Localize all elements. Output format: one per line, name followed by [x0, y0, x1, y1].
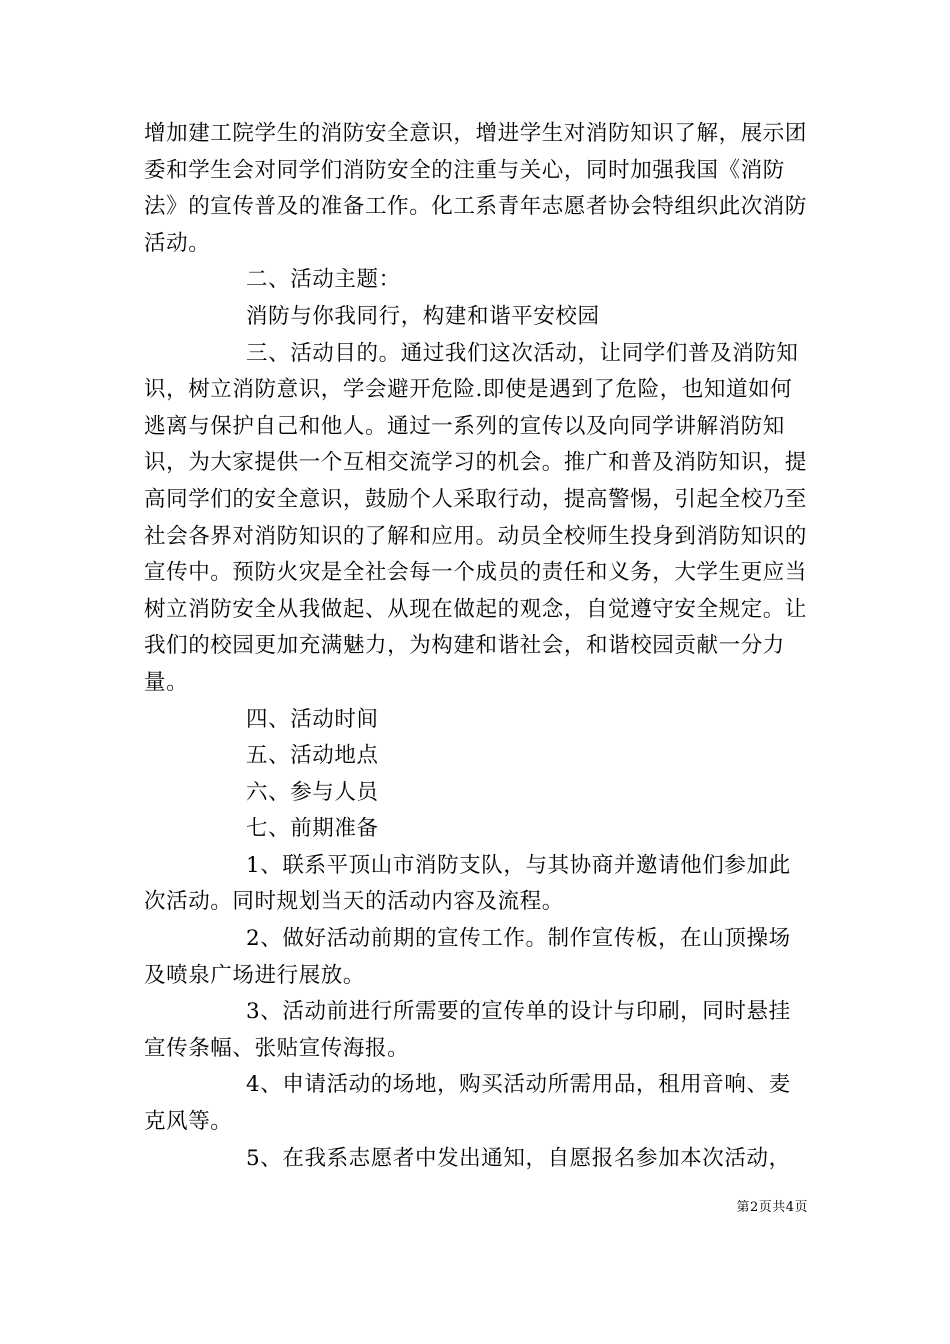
heading-location: 五、活动地点 [246, 743, 379, 769]
theme-text: 消防与你我同行，构建和谐平安校园 [246, 303, 600, 329]
heading-preparation: 七、前期准备 [246, 816, 379, 842]
list-item-5: 5、在我系志愿者中发出通知，自愿报名参加本次活动， [246, 1145, 791, 1171]
heading-time: 四、活动时间 [246, 706, 379, 732]
list-item-4: 4、申请活动的场地，购买活动所需用品，租用音响、麦克风等。 [144, 1072, 791, 1135]
document-body [144, 116, 808, 1177]
list-item-1: 1、联系平顶山市消防支队，与其协商并邀请他们参加此次活动。同时规划当天的活动内容及流程。 [144, 852, 791, 915]
list-item-3: 3、活动前进行所需要的宣传单的设计与印刷，同时悬挂宣传条幅、张贴宣传海报。 [144, 999, 791, 1061]
heading-participants: 六、参与人员 [246, 779, 379, 805]
paragraph-purpose: 三、活动目的。通过我们这次活动，让同学们普及消防知识，树立消防意识，学会避开危险.即使是遇到了危险，也知道如何逃离与保护自己和他人。通过一系列的宣传以及向同学讲解消防知识，为大家提供一个互相交流学习的机会。推广和普及消防知识，提高同学们的安全意识，鼓励个人采取行动，提高警惕，引起全校乃至社会各界对消防知识的了解和应用。动员全校师生投身到消防知识的宣传中。预防火灾是全社会每一个成员的责任和义务，大学生更应当树立消防安全从我做起、从现在做起的观念，自觉遵守安全规定。让我们的校园更加充满魅力，为构建和谐社会，和谐校园贡献一分力量。 [144, 340, 808, 695]
paragraph-intro: 增加建工院学生的消防安全意识，增进学生对消防知识了解，展示团委和学生会对同学们消防安全的注重与关心，同时加强我国《消防法》的宣传普及的准备工作。化工系青年志愿者协会特组织此次消防活动。 [144, 121, 808, 256]
heading-theme: 二、活动主题： [246, 267, 401, 293]
list-item-2: 2、做好活动前期的宣传工作。制作宣传板，在山顶操场及喷泉广场进行展放。 [144, 926, 791, 988]
page-number: 第2页共4页 [736, 1200, 808, 1215]
